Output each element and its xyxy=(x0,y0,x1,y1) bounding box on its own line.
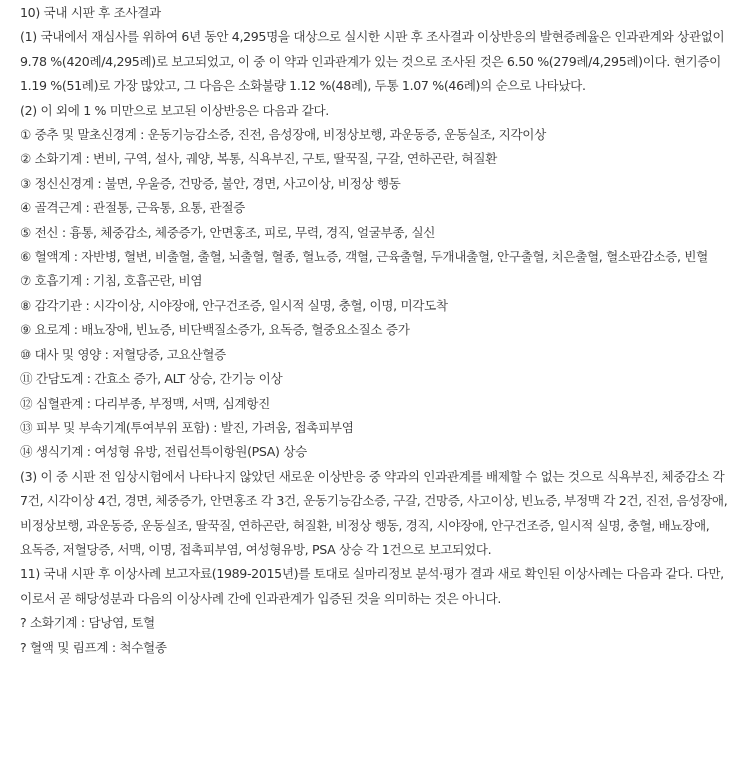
section-10-paragraph-3: (3) 이 중 시판 전 임상시험에서 나타나지 않았던 새로운 이상반응 중 약과의 인과관계를 배제할 수 없는 것으로 식욕부진, 체중감소 각 7건, 시각이상 4건, 경면, 체중증가, 안면홍조 각 3건, 운동기능감소증, 구갈, 건망증, 사고이상, 빈뇨증, 부정맥 각 2건, 진전, 음성장애, 비정상보행, 과운동증, 운동실조, 딸꾹질, 연하곤란, 혀질환, 비정상 행동, 경직, 시야장애, 안구건조증, 일시적 실명, 충혈, 배뇨장애, 요독증, 저혈당증, 서맥, 이명, 접촉피부염, 여성형유방, PSA 상승 각 1건으로 보고되었다. xyxy=(20,468,728,557)
list-item: ⑫ 심혈관계 : 다리부종, 부정맥, 서맥, 심계항진 xyxy=(20,395,270,411)
list-item: ⑩ 대사 및 영양 : 저혈당증, 고요산혈증 xyxy=(20,346,226,362)
list-item: ⑭ 생식기계 : 여성형 유방, 전립선특이항원(PSA) 상승 xyxy=(20,444,307,460)
list-item: ⑥ 혈액계 : 자반병, 혈변, 비출혈, 출혈, 뇌출혈, 혈종, 혈뇨증, 객혈, 근육출혈, 두개내출혈, 안구출혈, 치은출혈, 혈소판감소증, 빈혈 xyxy=(20,249,708,265)
section-10-heading: 10) 국내 시판 후 조사결과 xyxy=(20,5,161,20)
section-10-paragraph-2-intro: (2) 이 외에 1 % 미만으로 보고된 이상반응은 다음과 같다. xyxy=(20,102,329,118)
list-item: ① 중추 및 말초신경계 : 운동기능감소증, 진전, 음성장애, 비정상보행, 과운동증, 운동실조, 지각이상 xyxy=(20,127,546,143)
list-item: ⑦ 호흡기계 : 기침, 호흡곤란, 비염 xyxy=(20,273,203,289)
list-item: ② 소화기계 : 변비, 구역, 설사, 궤양, 복통, 식욕부진, 구토, 딸꾹질, 구갈, 연하곤란, 혀질환 xyxy=(20,151,497,167)
list-item: ⑬ 피부 및 부속기계(투여부위 포함) : 발진, 가려움, 접촉피부염 xyxy=(20,419,354,435)
section-10-paragraph-1: (1) 국내에서 재심사를 위하여 6년 동안 4,295명을 대상으로 실시한 시판 후 조사결과 이상반응의 발현증례율은 인과관계와 상관없이 9.78 %(420례/4,295례)로 보고되었고, 이 중 이 약과 인과관계가 있는 것으로 조사된 것은 6.50 %(279례/4,295례)이다. 현기증이 1.19 %(51례)로 가장 많았고, 그 다음은 소화불량 1.12 %(48례), 두통 1.07 %(46례)의 순으로 나타났다. xyxy=(20,29,725,94)
list-item: ④ 골격근계 : 관절통, 근육통, 요통, 관절증 xyxy=(20,200,245,216)
list-item: ? 혈액 및 림프계 : 척수혈종 xyxy=(20,639,167,655)
list-item: ? 소화기계 : 담낭염, 토혈 xyxy=(20,615,155,631)
section-11-heading: 11) 국내 시판 후 이상사례 보고자료(1989-2015년)를 토대로 실마리정보 분석·평가 결과 새로 확인된 이상사례는 다음과 같다. 다만, 이로서 곧 해당성분과 다음의 이상사례 간에 인과관계가 입증된 것을 의미하는 것은 아니다. xyxy=(20,566,724,606)
list-item: ⑨ 요로계 : 배뇨장애, 빈뇨증, 비단백질소증가, 요독증, 혈중요소질소 증가 xyxy=(20,322,410,338)
document-body xyxy=(0,1,752,660)
list-item: ③ 정신신경계 : 불면, 우울증, 건망증, 불안, 경면, 사고이상, 비정상 행동 xyxy=(20,175,401,191)
list-item: ⑤ 전신 : 흉통, 체중감소, 체중증가, 안면홍조, 피로, 무력, 경직, 얼굴부종, 실신 xyxy=(20,224,436,240)
list-item: ⑪ 간담도계 : 간효소 증가, ALT 상승, 간기능 이상 xyxy=(20,371,283,387)
list-item: ⑧ 감각기관 : 시각이상, 시야장애, 안구건조증, 일시적 실명, 충혈, 이명, 미각도착 xyxy=(20,297,448,313)
